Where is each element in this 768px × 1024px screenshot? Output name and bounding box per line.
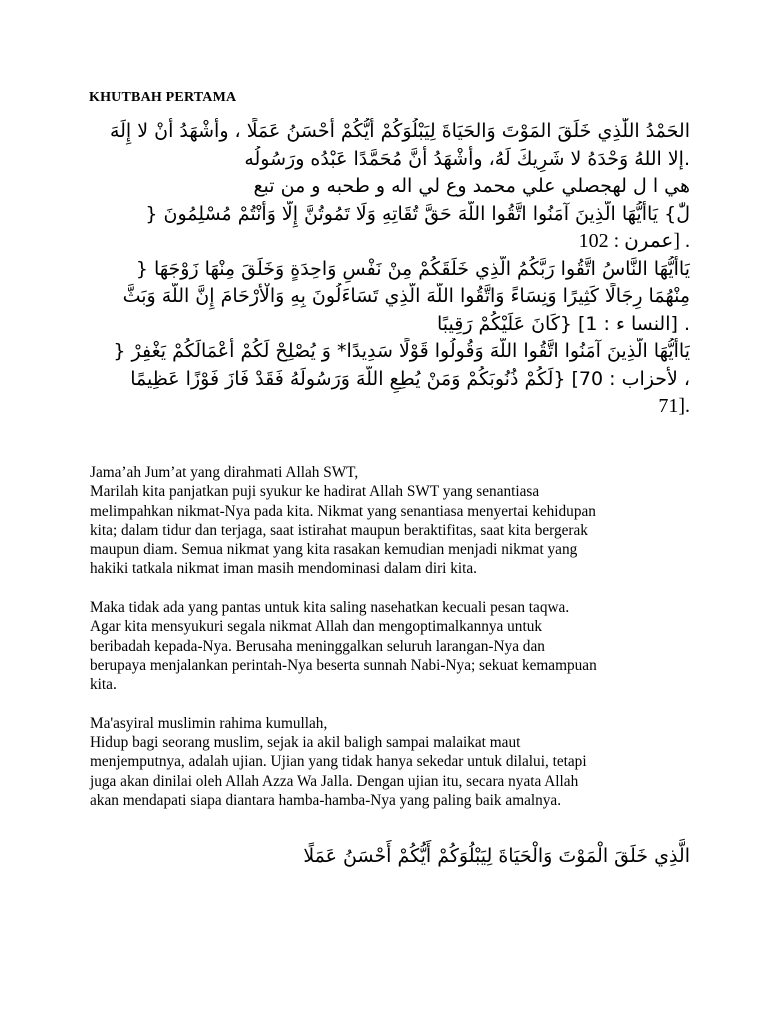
text-line: Ma'asyiral muslimin rahima kumullah, xyxy=(90,714,328,732)
text-line: maupun diam. Semua nikmat yang kita rasakan kemudian menjadi nikmat yang xyxy=(90,541,578,559)
text-line: kita. xyxy=(90,676,117,694)
text-line: berupaya menjalankan perintah-Nya beserta sunnah Nabi-Nya; sekuat kemampuan xyxy=(90,656,597,674)
text-line: hakiki tatkala nikmat iman masih mendominasi dalam diri kita. xyxy=(90,560,478,578)
arabic-line: لّٰ} يَاأَيُّهَا الَّذِينَ آمَنُوا اتَّقُوا اللَّهَ حَقَّ تُقَاتِهِ وَلَا تَمُوتُنَّ إِلَّا وَأَنْتُمْ مُسْلِمُونَ { xyxy=(145,202,690,225)
arabic-line: يَاأَيُّهَا الَّذِينَ آمَنُوا اتَّقُوا اللَّهَ وَقُولُوا قَوْلًا سَدِيدًا* وَ يُصْلِحْ لَكُمْ أَعْمَالَكُمْ يَغْفِرْ { xyxy=(113,340,690,362)
text-line: kita; dalam tidur dan terjaga, saat istirahat maupun beraktifitas, saat kita bergerak xyxy=(90,521,588,539)
arabic-opening-block xyxy=(80,118,690,421)
text-line: Jama’ah Jum’at yang dirahmati Allah SWT, xyxy=(90,464,359,481)
text-line: Agar kita mensyukuri segala nikmat Allah dan mengoptimalkannya untuk xyxy=(90,618,543,636)
text-line: Hidup bagi seorang muslim, sejak ia akil baligh sampai malaikat maut xyxy=(90,734,521,752)
text-line: juga akan dinilai oleh Allah Azza Wa Jalla. Dengan ujian itu, secara nyata Allah xyxy=(90,772,579,790)
arabic-line: .إلا اللهُ وَحْدَهُ لا شَرِيكَ لَهُ، وأَشْهَدُ أَنَّ مُحَمَّدًا عَبْدُه ورَسُولُه xyxy=(244,147,690,170)
arabic-line: . [النسا ء : 1] {كَانَ عَلَيْكُمْ رَقِيبًا xyxy=(436,312,690,335)
text-line: beribadah kepada-Nya. Berusaha meninggalkan seluruh larangan-Nya dan xyxy=(90,637,545,655)
paragraph xyxy=(90,463,690,579)
arabic-line: يَاأَيُّهَا النَّاسُ اتَّقُوا رَبَّكُمُ الَّذِي خَلَقَكُمْ مِنْ نَفْسٍ وَاحِدَةٍ وَخَلَقَ مِنْهَا زَوْجَهَا { xyxy=(135,257,690,280)
arabic-line: هي ا ل لهجصلي علي محمد وع لي اله و طحبه و من تبع xyxy=(253,175,690,197)
arabic-line: .[71 xyxy=(658,395,690,417)
arabic-line: . [عمرن : 102 xyxy=(578,230,690,252)
text-line: menjemputnya, adalah ujian. Ujian yang tidak hanya sekedar untuk dilalui, tetapi xyxy=(90,753,587,771)
arabic-line: الحَمْدُ اللّٰذِي خَلَقَ المَوْتَ وَالحَيَاةَ لِيَبْلُوَكُمْ أَيُّكُمْ أَحْسَنُ عَمَلًا ، وأَشْهَدُ أَنْ لا إِلَهَ xyxy=(109,120,690,142)
text-line: Maka tidak ada yang pantas untuk kita saling nasehatkan kecuali pesan taqwa. xyxy=(90,599,570,617)
paragraph xyxy=(90,714,690,810)
arabic-line: مِنْهُمَا رِجَالًا كَثِيرًا وَنِسَاءً وَاتَّقُوا اللَّهَ الَّذِي تَسَاءَلُونَ بِهِ وَالْأَرْحَامَ إِنَّ اللَّهَ وَبَثَّ xyxy=(122,285,690,307)
paragraph xyxy=(90,598,690,694)
body-text xyxy=(90,463,690,830)
arabic-closing-verse: الَّذِي خَلَقَ الْمَوْتَ وَالْحَيَاةَ لِيَبْلُوَكُمْ أَيُّكُمْ أَحْسَنُ عَمَلًا xyxy=(303,845,690,867)
page-title: KHUTBAH PERTAMA xyxy=(89,90,237,105)
text-line: akan mendapati siapa diantara hamba-hamba-Nya yang paling baik amalnya. xyxy=(90,792,562,810)
arabic-line: ، لأحزاب : 70] {لَكُمْ ذُنُوبَكُمْ وَمَنْ يُطِعِ اللَّهَ وَرَسُولَهُ فَقَدْ فَازَ فَوْزًا عَظِيمًا xyxy=(130,367,690,390)
text-line: melimpahkan nikmat-Nya pada kita. Nikmat yang senantiasa menyertai kehidupan xyxy=(90,502,596,520)
text-line: Marilah kita panjatkan puji syukur ke hadirat Allah SWT yang senantiasa xyxy=(90,483,540,501)
